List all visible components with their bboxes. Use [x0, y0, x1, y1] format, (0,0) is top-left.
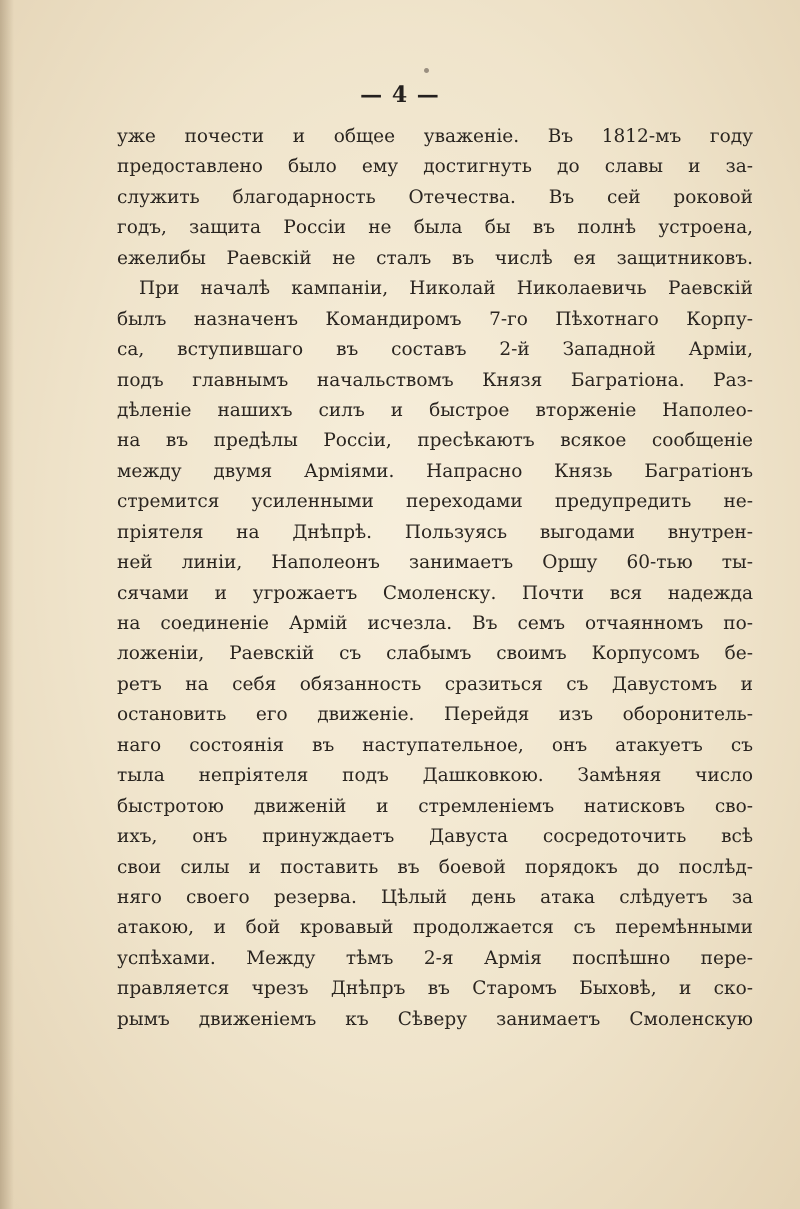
text-line: рымъ движеніемъ къ Сѣверу занимаетъ Смоленскую — [117, 1008, 753, 1030]
text-line: ежелибы Раевскій не сталъ въ числѣ ея защитниковъ. — [117, 247, 753, 269]
text-line: пріятеля на Днѣпрѣ. Пользуясь выгодами внутрен- — [117, 521, 753, 543]
text-line: наго состоянія въ наступательное, онъ атакуетъ съ — [117, 734, 753, 756]
paragraph-start-line: При началѣ кампаніи, Николай Николаевичь Раевскій — [139, 278, 753, 300]
text-line: ней линіи, Наполеонъ занимаетъ Оршу 60-тью ты- — [117, 552, 753, 574]
text-line: няго своего резерва. Цѣлый день атака слѣдуетъ за — [117, 886, 753, 908]
text-line: быстротою движеній и стремленіемъ натисковъ сво- — [117, 795, 753, 817]
text-line: атакою, и бой кровавый продолжается съ перемѣнными — [117, 917, 753, 939]
text-line: годъ, защита Россіи не была бы въ полнѣ устроена, — [117, 217, 753, 239]
ink-dot — [424, 68, 429, 73]
text-line: служить благодарность Отечества. Въ сей роковой — [117, 186, 753, 208]
text-line: ретъ на себя обязанность сразиться съ Давустомъ и — [117, 673, 753, 695]
text-line: между двумя Арміями. Напрасно Князь Багратіонъ — [117, 460, 753, 482]
text-line: дѣленіе нашихъ силъ и быстрое вторженіе Наполео- — [117, 399, 753, 421]
text-line: подъ главнымъ начальствомъ Князя Багратіона. Раз- — [117, 369, 753, 391]
text-line: на соединеніе Армій исчезла. Въ семъ отчаянномъ по- — [117, 613, 753, 634]
text-line: уже почести и общее уваженіе. Въ 1812-мъ году — [117, 126, 753, 147]
text-line: на въ предѣлы Россіи, пресѣкаютъ всякое сообщеніе — [117, 430, 753, 452]
page-number-header: — 4 — — [360, 82, 440, 108]
text-line: тыла непріятеля подъ Дашковкою. Замѣняя число — [117, 765, 753, 787]
text-line: правляется чрезъ Днѣпръ въ Старомъ Быховѣ, и ско- — [117, 978, 753, 1000]
page-gutter-shadow — [0, 0, 14, 1209]
text-line: ихъ, онъ принуждаетъ Давуста сосредоточить всѣ — [117, 826, 753, 848]
text-line: остановить его движеніе. Перейдя изъ оборонитель- — [117, 704, 753, 726]
text-line: стремится усиленными переходами предупредить не- — [117, 491, 753, 513]
text-line: свои силы и поставить въ боевой порядокъ до послѣд- — [117, 856, 753, 878]
text-line: са, вступившаго въ составъ 2-й Западной Арміи, — [117, 339, 753, 361]
text-line: ложеніи, Раевскій съ слабымъ своимъ Корпусомъ бе- — [117, 643, 753, 665]
text-line: былъ назначенъ Командиромъ 7-го Пѣхотнаго Корпу- — [117, 308, 753, 330]
text-line: успѣхами. Между тѣмъ 2-я Армія поспѣшно пере- — [117, 947, 753, 969]
body-text — [117, 122, 753, 1035]
text-line: сячами и угрожаетъ Смоленску. Почти вся надежда — [117, 582, 753, 604]
text-line: предоставлено было ему достигнуть до славы и за- — [117, 156, 753, 178]
